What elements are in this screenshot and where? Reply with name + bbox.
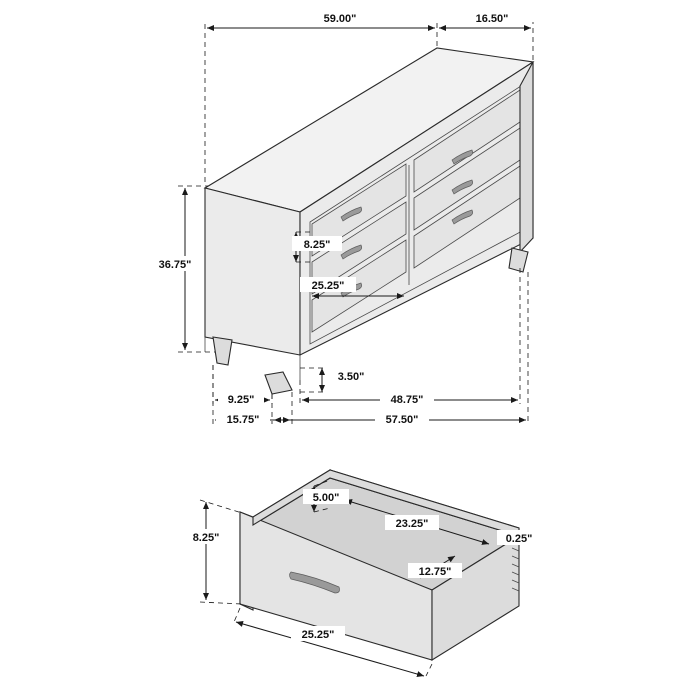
dresser-leg <box>509 248 528 272</box>
dimension-label: 16.50" <box>475 13 509 25</box>
dimension-label: 25.25" <box>311 280 345 292</box>
dimension-label: 8.25" <box>192 532 220 544</box>
dimension-label: 48.75" <box>390 394 424 406</box>
dresser-leg <box>265 372 292 394</box>
dresser-leg <box>213 337 232 365</box>
dimension-label: 8.25" <box>303 239 331 251</box>
dimension-label: 3.50" <box>337 371 365 383</box>
dimension-label: 25.25" <box>301 629 335 641</box>
drawer-illustration <box>240 470 519 660</box>
dresser-right-edge <box>520 62 533 252</box>
dimension-label: 5.00" <box>312 492 340 504</box>
dimension-label: 59.00" <box>323 13 357 25</box>
dimension-label: 57.50" <box>385 414 419 426</box>
dimension-label: 36.75" <box>158 259 192 271</box>
dimension-label: 9.25" <box>227 394 255 406</box>
dresser-left-side <box>205 188 300 355</box>
dimension-label: 12.75" <box>418 566 452 578</box>
dresser-illustration <box>205 48 533 394</box>
dimension-label: 23.25" <box>395 518 429 530</box>
dimension-label: 15.75" <box>226 414 260 426</box>
dimension-label: 0.25" <box>505 533 533 545</box>
